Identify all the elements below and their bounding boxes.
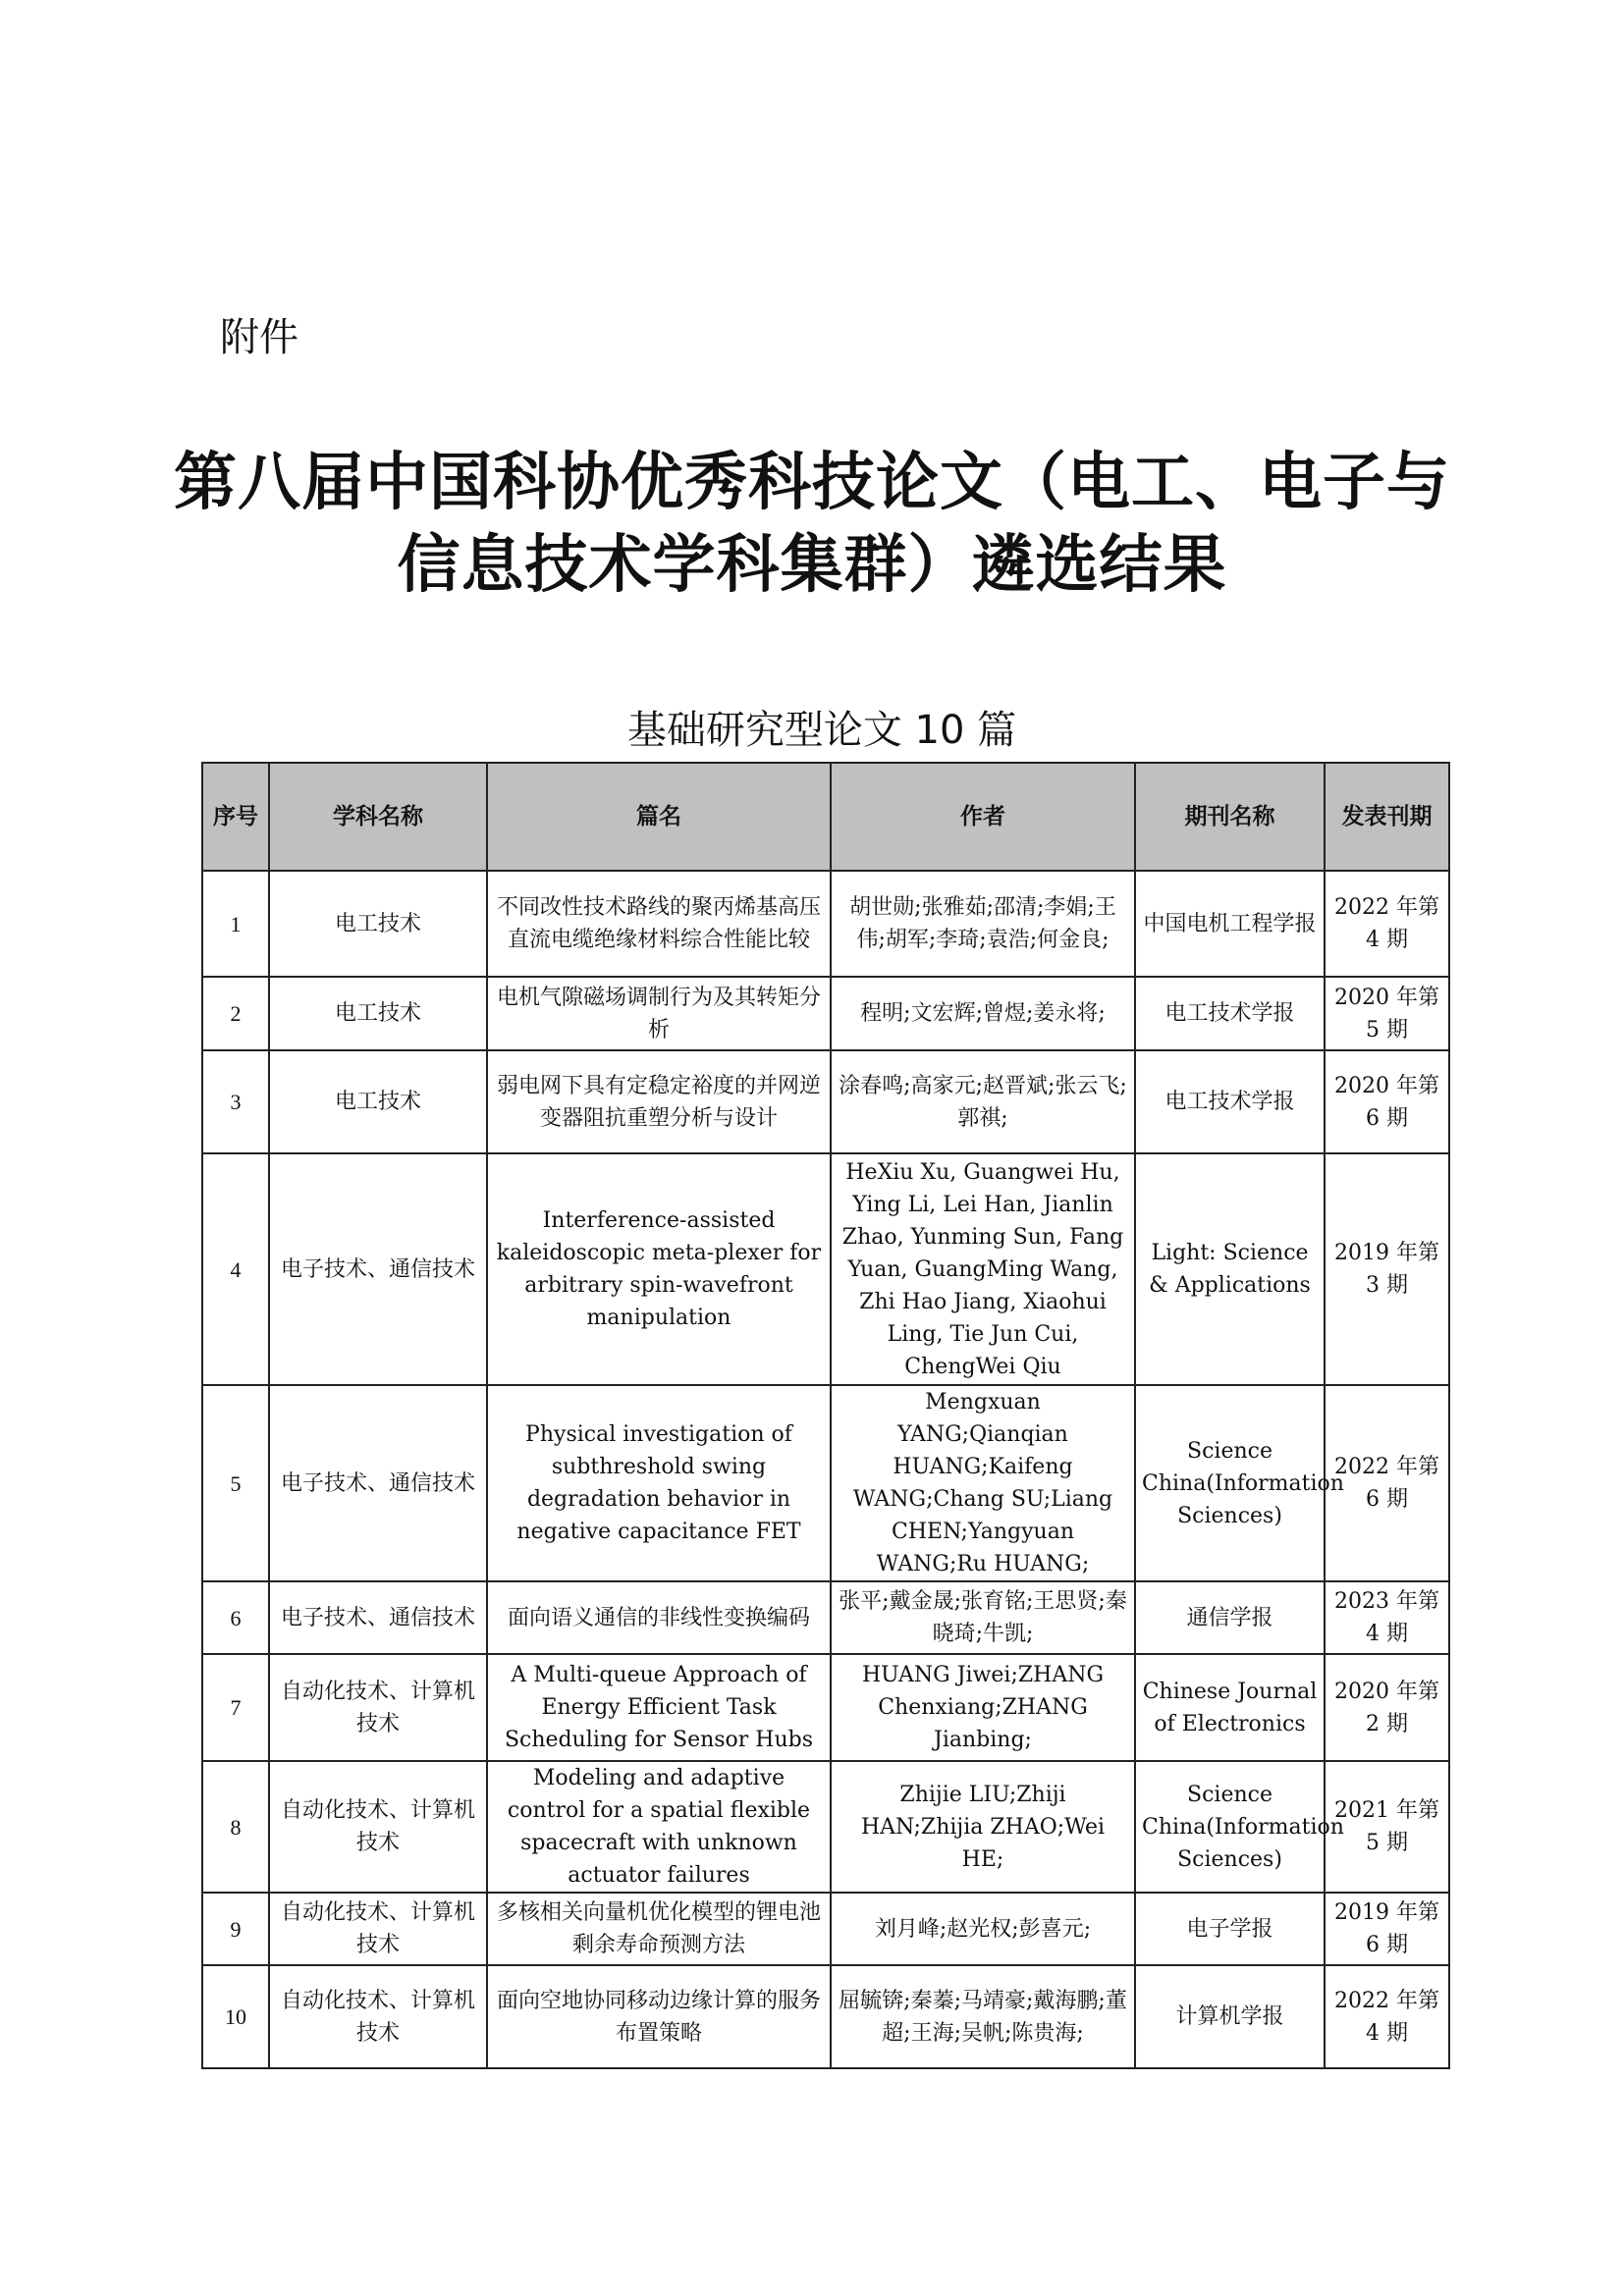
header-issue: 发表刊期 bbox=[1325, 763, 1449, 871]
cell-paper: 面向空地协同移动边缘计算的服务布置策略 bbox=[487, 1965, 831, 2068]
cell-journal: 电工技术学报 bbox=[1135, 1050, 1325, 1153]
cell-authors: 程明;文宏辉;曾煜;姜永将; bbox=[831, 977, 1135, 1050]
table-row bbox=[202, 1893, 1449, 1965]
cell-journal: Science China(Information Sciences) bbox=[1135, 1385, 1325, 1581]
section-title: 基础研究型论文 10 篇 bbox=[626, 708, 1017, 753]
cell-seq: 3 bbox=[202, 1050, 269, 1153]
table-row bbox=[202, 977, 1449, 1050]
cell-paper: A Multi-queue Approach of Energy Efficient Task Scheduling for Sensor Hubs bbox=[487, 1654, 831, 1761]
cell-seq: 8 bbox=[202, 1761, 269, 1893]
table-row bbox=[202, 1050, 1449, 1153]
cell-issue: 2019 年第 6 期 bbox=[1325, 1893, 1449, 1965]
cell-journal: 电子学报 bbox=[1135, 1893, 1325, 1965]
header-subject: 学科名称 bbox=[269, 763, 487, 871]
cell-authors: 刘月峰;赵光权;彭喜元; bbox=[831, 1893, 1135, 1965]
cell-authors: HUANG Jiwei;ZHANG Chenxiang;ZHANG Jianbing; bbox=[831, 1654, 1135, 1761]
cell-seq: 4 bbox=[202, 1153, 269, 1385]
cell-paper: Physical investigation of subthreshold swing degradation behavior in negative capacitance FET bbox=[487, 1385, 831, 1581]
table-row bbox=[202, 1965, 1449, 2068]
cell-paper: 不同改性技术路线的聚丙烯基高压直流电缆绝缘材料综合性能比较 bbox=[487, 871, 831, 977]
cell-seq: 6 bbox=[202, 1581, 269, 1654]
cell-paper: Interference-assisted kaleidoscopic meta-plexer for arbitrary spin-wavefront manipulation bbox=[487, 1153, 831, 1385]
cell-subject: 电工技术 bbox=[269, 977, 487, 1050]
cell-subject: 电工技术 bbox=[269, 1050, 487, 1153]
cell-paper: 弱电网下具有定稳定裕度的并网逆变器阻抗重塑分析与设计 bbox=[487, 1050, 831, 1153]
cell-journal: 中国电机工程学报 bbox=[1135, 871, 1325, 977]
cell-seq: 7 bbox=[202, 1654, 269, 1761]
cell-journal: 通信学报 bbox=[1135, 1581, 1325, 1654]
header-journal: 期刊名称 bbox=[1135, 763, 1325, 871]
cell-issue: 2021 年第 5 期 bbox=[1325, 1761, 1449, 1893]
cell-seq: 9 bbox=[202, 1893, 269, 1965]
cell-authors: 胡世勋;张雅茹;邵清;李娟;王伟;胡军;李琦;袁浩;何金良; bbox=[831, 871, 1135, 977]
table-row bbox=[202, 1581, 1449, 1654]
cell-subject: 自动化技术、计算机技术 bbox=[269, 1654, 487, 1761]
header-authors: 作者 bbox=[831, 763, 1135, 871]
cell-issue: 2022 年第 6 期 bbox=[1325, 1385, 1449, 1581]
cell-journal: Science China(Information Sciences) bbox=[1135, 1761, 1325, 1893]
cell-paper: 多核相关向量机优化模型的锂电池剩余寿命预测方法 bbox=[487, 1893, 831, 1965]
document-title-line-1: 第八届中国科协优秀科技论文（电工、电子与 bbox=[174, 446, 1450, 519]
attachment-label: 附件 bbox=[220, 315, 298, 360]
cell-issue: 2020 年第 2 期 bbox=[1325, 1654, 1449, 1761]
cell-authors: 涂春鸣;高家元;赵晋斌;张云飞;郭祺; bbox=[831, 1050, 1135, 1153]
cell-issue: 2020 年第 5 期 bbox=[1325, 977, 1449, 1050]
cell-issue: 2019 年第 3 期 bbox=[1325, 1153, 1449, 1385]
cell-journal: Chinese Journal of Electronics bbox=[1135, 1654, 1325, 1761]
cell-issue: 2023 年第 4 期 bbox=[1325, 1581, 1449, 1654]
results-table bbox=[201, 762, 1450, 2069]
cell-seq: 1 bbox=[202, 871, 269, 977]
cell-subject: 自动化技术、计算机技术 bbox=[269, 1761, 487, 1893]
cell-paper: 电机气隙磁场调制行为及其转矩分析 bbox=[487, 977, 831, 1050]
cell-authors: 张平;戴金晟;张育铭;王思贤;秦晓琦;牛凯; bbox=[831, 1581, 1135, 1654]
cell-subject: 自动化技术、计算机技术 bbox=[269, 1965, 487, 2068]
cell-authors: 屈毓锛;秦蓁;马靖豪;戴海鹏;董超;王海;吴帆;陈贵海; bbox=[831, 1965, 1135, 2068]
cell-paper: 面向语义通信的非线性变换编码 bbox=[487, 1581, 831, 1654]
cell-authors: Zhijie LIU;Zhiji HAN;Zhijia ZHAO;Wei HE; bbox=[831, 1761, 1135, 1893]
table-row bbox=[202, 1153, 1449, 1385]
cell-seq: 10 bbox=[202, 1965, 269, 2068]
cell-seq: 2 bbox=[202, 977, 269, 1050]
table-header-row bbox=[202, 763, 1449, 871]
header-paper: 篇名 bbox=[487, 763, 831, 871]
cell-seq: 5 bbox=[202, 1385, 269, 1581]
cell-journal: Light: Science & Applications bbox=[1135, 1153, 1325, 1385]
cell-subject: 电子技术、通信技术 bbox=[269, 1153, 487, 1385]
document-title bbox=[118, 442, 1506, 607]
table-row bbox=[202, 871, 1449, 977]
cell-journal: 计算机学报 bbox=[1135, 1965, 1325, 2068]
cell-paper: Modeling and adaptive control for a spatial flexible spacecraft with unknown actuator failures bbox=[487, 1761, 831, 1893]
cell-issue: 2022 年第 4 期 bbox=[1325, 871, 1449, 977]
cell-journal: 电工技术学报 bbox=[1135, 977, 1325, 1050]
cell-issue: 2020 年第 6 期 bbox=[1325, 1050, 1449, 1153]
header-seq: 序号 bbox=[202, 763, 269, 871]
cell-subject: 自动化技术、计算机技术 bbox=[269, 1893, 487, 1965]
table-row bbox=[202, 1654, 1449, 1761]
cell-authors: HeXiu Xu, Guangwei Hu, Ying Li, Lei Han, Jianlin Zhao, Yunming Sun, Fang Yuan, GuangMing Wang, Zhi Hao Jiang, Xiaohui Ling, Tie Jun Cui, ChengWei Qiu bbox=[831, 1153, 1135, 1385]
cell-subject: 电子技术、通信技术 bbox=[269, 1581, 487, 1654]
table-row bbox=[202, 1761, 1449, 1893]
cell-subject: 电子技术、通信技术 bbox=[269, 1385, 487, 1581]
cell-issue: 2022 年第 4 期 bbox=[1325, 1965, 1449, 2068]
document-title-line-2: 信息技术学科集群）遴选结果 bbox=[397, 528, 1227, 602]
cell-subject: 电工技术 bbox=[269, 871, 487, 977]
table-row bbox=[202, 1385, 1449, 1581]
cell-authors: Mengxuan YANG;Qianqian HUANG;Kaifeng WANG;Chang SU;Liang CHEN;Yangyuan WANG;Ru HUANG; bbox=[831, 1385, 1135, 1581]
